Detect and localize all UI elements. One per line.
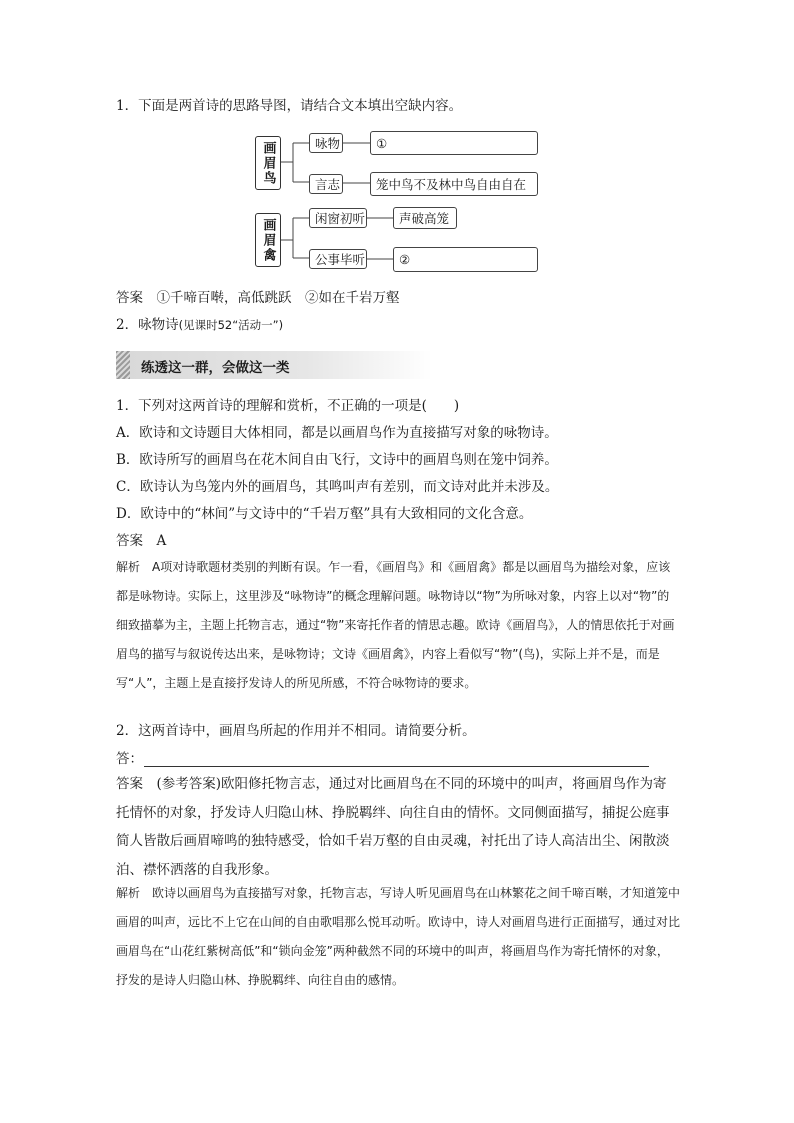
- question-1-intro: 1．下面是两首诗的思路导图，请结合文本填出空缺内容。: [116, 98, 463, 114]
- section-title: 练透这一群，会做这一类: [141, 360, 290, 376]
- poem2-branch-a-label: 闲窗初听: [309, 208, 367, 228]
- item-2-note: (见课时52“活动一”): [178, 318, 284, 332]
- section-banner-stripe: [116, 351, 130, 379]
- mc-option-c: C．欧诗认为鸟笼内外的画眉鸟，其鸣叫声有差别，而文诗对此并未涉及。: [116, 479, 559, 495]
- mc-option-a: A．欧诗和文诗题目大体相同，都是以画眉鸟作为直接描写对象的咏物诗。: [116, 425, 558, 441]
- poem2-branch-b-blank: ②: [393, 247, 538, 272]
- poem2-branch-b-label: 公事毕听: [309, 249, 367, 269]
- poem2-title-box: 画眉禽: [255, 213, 281, 267]
- item-2-main: 2．咏物诗: [116, 317, 179, 333]
- q2-question: 2．这两首诗中，画眉鸟所起的作用并不相同。请简要分析。: [116, 723, 476, 739]
- mc-question: 1．下列对这两首诗的理解和赏析，不正确的一项是( ): [116, 398, 460, 414]
- q2-answer: 答案 (参考答案)欧阳修托物言志，通过对比画眉鸟在不同的环境中的叫声，将画眉鸟作为寄托情怀的对象，抒发诗人归隐山林、挣脱羁绊、向往自由的情怀。文同侧面描写，捕捉公庭事简人皆散后画眉啼鸣的独特感受，恰如千岩万壑的自由灵魂，衬托出了诗人高洁出尘、闲散淡泊、襟怀洒落的自我形象。: [116, 776, 670, 878]
- poem1-branch-b-value: 笼中鸟不及林中鸟自由自在: [370, 172, 538, 196]
- mc-analysis: 解析 A项对诗歌题材类别的判断有误。乍一看，《画眉鸟》和《画眉禽》都是以画眉鸟为描绘对象，应该都是咏物诗。实际上，这里涉及“咏物诗”的概念理解问题。咏物诗以“物”为所咏对象，内容上以对“物”的细致描摹为主，主题上托物言志，通过“物”来寄托作者的情思志趣。欧诗《画眉鸟》，人的情思依托于对画眉鸟的描写与叙说传达出来，是咏物诗；文诗《画眉禽》，内容上看似写“物”(鸟)，实际上并不是，而是写“人”，主题上是直接抒发诗人的所见所感，不符合咏物诗的要求。: [116, 560, 675, 690]
- poem2-branch-a-value: 声破高笼: [393, 207, 457, 229]
- mc-option-b: B．欧诗所写的画眉鸟在花木间自由飞行，文诗中的画眉鸟则在笼中饲养。: [116, 452, 558, 468]
- mc-option-d: D．欧诗中的“林间”与文诗中的“千岩万壑”具有大致相同的文化含意。: [116, 506, 533, 522]
- mc-answer: 答案 A: [116, 533, 167, 549]
- q2-analysis: 解析 欧诗以画眉鸟为直接描写对象，托物言志，写诗人听见画眉鸟在山林繁花之间千啼百啭，才知道笼中画眉的叫声，远比不上它在山间的自由歌唱那么悦耳动听。欧诗中，诗人对画眉鸟进行正面描写，通过对比画眉鸟在“山花红紫树高低”和“锁向金笼”两种截然不同的环境中的叫声，将画眉鸟作为寄托情怀的对象，抒发的是诗人归隐山林、挣脱羁绊、向往自由的感情。: [116, 886, 681, 987]
- poem1-title-box: 画眉鸟: [255, 136, 281, 190]
- answer-1: 答案 ①千啼百啭，高低跳跃 ②如在千岩万壑: [116, 290, 400, 306]
- poem1-branch-b-label: 言志: [309, 174, 343, 194]
- q2-answer-blank-line: [144, 766, 649, 767]
- poem1-branch-a-blank: ①: [370, 131, 538, 155]
- poem1-branch-a-label: 咏物: [309, 133, 343, 153]
- item-2: [116, 315, 283, 335]
- q2-answer-prompt: 答：: [116, 751, 143, 767]
